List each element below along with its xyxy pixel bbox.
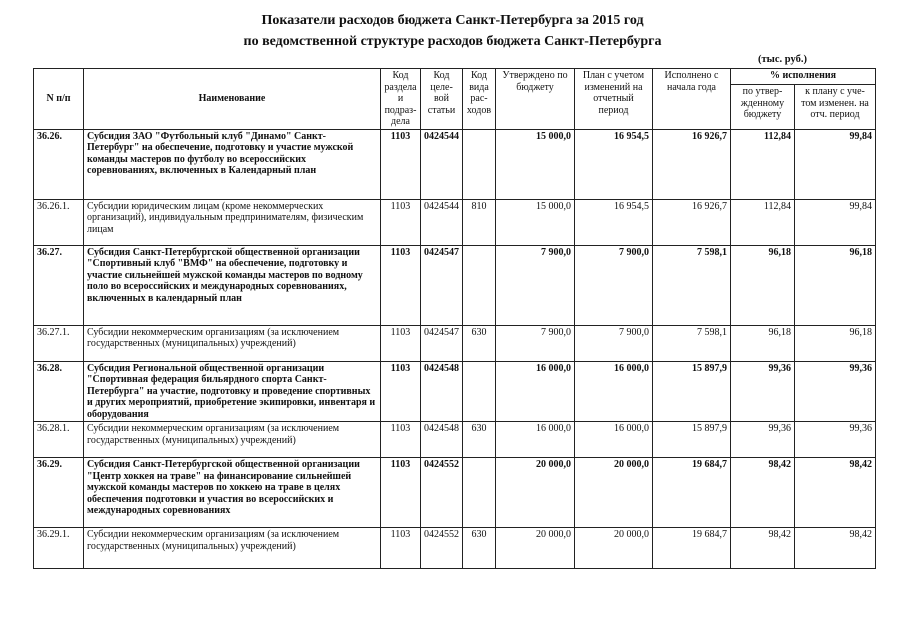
row-plan: 16 000,0	[575, 361, 653, 422]
row-section-code: 1103	[381, 361, 421, 422]
header-target-code: Код целе-вой статьи	[421, 69, 463, 130]
row-percent-budget: 112,84	[731, 199, 795, 245]
row-expense-code: 630	[463, 325, 496, 361]
row-name: Субсидия Санкт-Петербургской общественной организации "Спортивный клуб "ВМФ" на обеспечение, подготовку и участие сильнейшей мужской команды мастеров по водному поло во всероссийских и международных соревнованиях, включенных в календарный план	[84, 245, 381, 325]
table-row	[34, 199, 876, 245]
row-num: 36.26.	[34, 129, 84, 199]
row-plan: 7 900,0	[575, 325, 653, 361]
header-approved: Утверждено по бюджету	[496, 69, 575, 130]
row-percent-plan: 98,42	[795, 458, 876, 528]
row-num: 36.28.1.	[34, 422, 84, 458]
row-name: Субсидии некоммерческим организациям (за исключением государственных (муниципальных) учреждений)	[84, 325, 381, 361]
row-percent-budget: 99,36	[731, 422, 795, 458]
table-row	[34, 422, 876, 458]
table-row	[34, 325, 876, 361]
table-header-row	[34, 69, 876, 85]
row-approved: 7 900,0	[496, 325, 575, 361]
row-target-code: 0424544	[421, 199, 463, 245]
row-num: 36.27.	[34, 245, 84, 325]
row-percent-budget: 96,18	[731, 245, 795, 325]
row-target-code: 0424548	[421, 361, 463, 422]
units-label: (тыс. руб.)	[758, 54, 807, 65]
row-percent-plan: 99,36	[795, 361, 876, 422]
row-target-code: 0424548	[421, 422, 463, 458]
row-percent-plan: 99,84	[795, 199, 876, 245]
row-section-code: 1103	[381, 458, 421, 528]
row-name: Субсидия Региональной общественной организации "Спортивная федерация бильярдного спорта Санкт-Петербурга" на участие, подготовку и проведение спортивных и других мероприятий, приобретение экипировки, инвентаря и оборудования	[84, 361, 381, 422]
row-plan: 20 000,0	[575, 458, 653, 528]
row-approved: 15 000,0	[496, 129, 575, 199]
row-expense-code	[463, 245, 496, 325]
document-subtitle: по ведомственной структуре расходов бюджета Санкт-Петербурга	[243, 34, 662, 49]
row-percent-budget: 112,84	[731, 129, 795, 199]
row-name: Субсидии юридическим лицам (кроме некоммерческих организаций), индивидуальным предпринимателям, физическим лицам	[84, 199, 381, 245]
row-section-code: 1103	[381, 245, 421, 325]
row-percent-budget: 99,36	[731, 361, 795, 422]
row-percent-plan: 98,42	[795, 528, 876, 569]
row-name: Субсидия Санкт-Петербургской общественной организации "Центр хоккея на траве" на финансирование сильнейшей мужской команды мастеров по хоккею на траве в целях обеспечения подготовки и участия во всероссийских и международных соревнованиях	[84, 458, 381, 528]
table-row	[34, 245, 876, 325]
row-section-code: 1103	[381, 129, 421, 199]
row-percent-budget: 98,42	[731, 458, 795, 528]
row-executed: 15 897,9	[653, 361, 731, 422]
header-num: N п/п	[34, 69, 84, 130]
row-executed: 7 598,1	[653, 325, 731, 361]
header-executed: Исполнено с начала года	[653, 69, 731, 130]
row-num: 36.26.1.	[34, 199, 84, 245]
row-section-code: 1103	[381, 325, 421, 361]
table-row	[34, 458, 876, 528]
row-percent-plan: 99,36	[795, 422, 876, 458]
header-percent-budget: по утвер-жденному бюджету	[731, 85, 795, 129]
row-plan: 16 000,0	[575, 422, 653, 458]
row-executed: 19 684,7	[653, 528, 731, 569]
row-executed: 16 926,7	[653, 129, 731, 199]
row-executed: 7 598,1	[653, 245, 731, 325]
row-target-code: 0424547	[421, 245, 463, 325]
row-expense-code	[463, 129, 496, 199]
row-executed: 19 684,7	[653, 458, 731, 528]
row-name: Субсидии некоммерческим организациям (за исключением государственных (муниципальных) учреждений)	[84, 422, 381, 458]
header-plan: План с учетом изменений на отчетный период	[575, 69, 653, 130]
row-expense-code	[463, 361, 496, 422]
row-plan: 16 954,5	[575, 199, 653, 245]
row-expense-code: 630	[463, 422, 496, 458]
row-expense-code: 810	[463, 199, 496, 245]
row-percent-plan: 96,18	[795, 245, 876, 325]
row-percent-plan: 99,84	[795, 129, 876, 199]
row-section-code: 1103	[381, 422, 421, 458]
row-name: Субсидия ЗАО "Футбольный клуб "Динамо" Санкт-Петербург" на обеспечение, подготовку и участие мужской команды мастеров по футболу во всероссийских соревнованиях, включенных в Календарный план	[84, 129, 381, 199]
table-row	[34, 129, 876, 199]
row-approved: 15 000,0	[496, 199, 575, 245]
header-section-code: Код раздела и подраз-дела	[381, 69, 421, 130]
row-plan: 20 000,0	[575, 528, 653, 569]
budget-table	[33, 68, 876, 569]
row-percent-budget: 98,42	[731, 528, 795, 569]
row-executed: 16 926,7	[653, 199, 731, 245]
row-target-code: 0424552	[421, 528, 463, 569]
row-target-code: 0424547	[421, 325, 463, 361]
row-expense-code	[463, 458, 496, 528]
row-approved: 16 000,0	[496, 422, 575, 458]
row-expense-code: 630	[463, 528, 496, 569]
row-section-code: 1103	[381, 199, 421, 245]
row-approved: 20 000,0	[496, 528, 575, 569]
row-approved: 7 900,0	[496, 245, 575, 325]
row-target-code: 0424552	[421, 458, 463, 528]
row-num: 36.29.1.	[34, 528, 84, 569]
row-percent-budget: 96,18	[731, 325, 795, 361]
row-num: 36.29.	[34, 458, 84, 528]
row-name: Субсидии некоммерческим организациям (за исключением государственных (муниципальных) учреждений)	[84, 528, 381, 569]
document-title: Показатели расходов бюджета Санкт-Петербурга за 2015 год	[261, 13, 644, 28]
row-section-code: 1103	[381, 528, 421, 569]
table-row	[34, 528, 876, 569]
table-row	[34, 361, 876, 422]
row-approved: 16 000,0	[496, 361, 575, 422]
header-expense-code: Код вида рас-ходов	[463, 69, 496, 130]
header-name: Наименование	[84, 69, 381, 130]
header-percent: % исполнения	[731, 69, 876, 85]
row-percent-plan: 96,18	[795, 325, 876, 361]
row-num: 36.28.	[34, 361, 84, 422]
header-percent-plan: к плану с уче-том изменен. на отч. период	[795, 85, 876, 129]
row-num: 36.27.1.	[34, 325, 84, 361]
row-target-code: 0424544	[421, 129, 463, 199]
row-plan: 16 954,5	[575, 129, 653, 199]
row-executed: 15 897,9	[653, 422, 731, 458]
row-plan: 7 900,0	[575, 245, 653, 325]
row-approved: 20 000,0	[496, 458, 575, 528]
